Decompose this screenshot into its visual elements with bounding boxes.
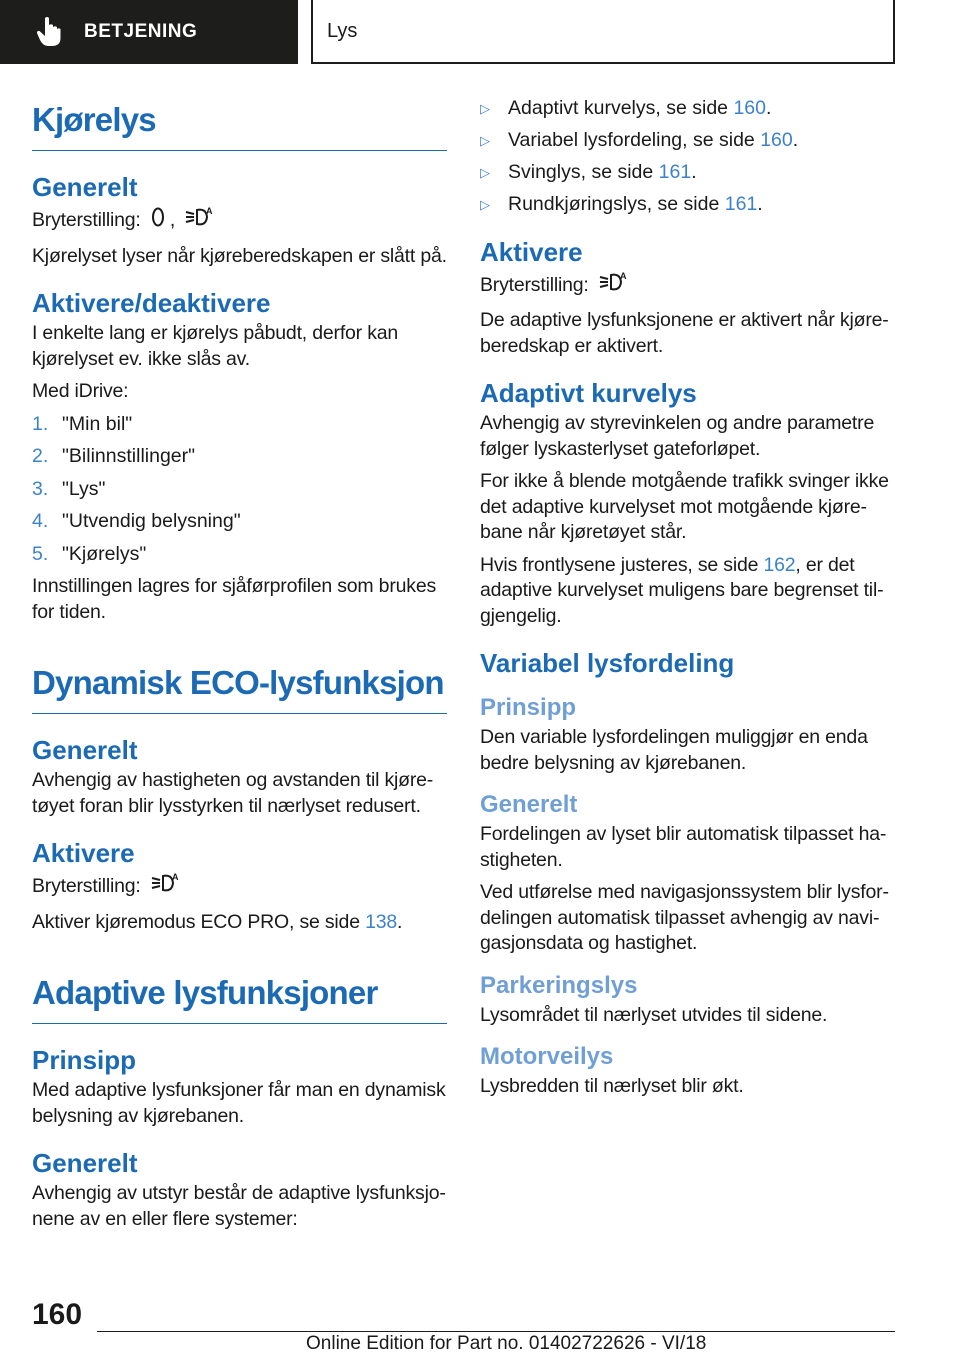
heading-generelt: Generelt [32, 1148, 138, 1178]
right-column [480, 96, 890, 1107]
triangle-bullet-icon: ▷ [480, 101, 490, 116]
left-column [32, 96, 447, 1239]
hand-pointer-icon [36, 15, 66, 49]
svg-text:A: A [206, 206, 213, 216]
heading-variabel-lysfordeling: Variabel lysfordeling [480, 648, 735, 678]
paragraph: Avhengig av hastigheten og avstanden til kjøretøyet foran blir lysstyrken til nærlyset redusert. [32, 769, 434, 817]
list-item: ▷ Rundkjøringslys, se side 161. [480, 192, 890, 218]
svg-text:A: A [171, 872, 179, 882]
paragraph: Avhengig av styrevinkelen og andre parametre følger lyskasterlyset gateforløpet. [480, 412, 875, 460]
edition-note: Online Edition for Part no. 01402722626 - VI/18 [306, 1333, 707, 1354]
page-link[interactable]: 160 [760, 129, 793, 151]
triangle-bullet-icon: ▷ [480, 165, 490, 180]
page-link[interactable]: 160 [733, 97, 766, 119]
section-tab[interactable] [0, 0, 298, 64]
heading-prinsipp: Prinsipp [32, 1045, 137, 1075]
list-item: 4. "Utvendig belysning" [32, 510, 241, 532]
switch-position-line: Bryterstilling: A [480, 270, 890, 302]
page-link[interactable]: 162 [763, 553, 796, 576]
list-item: 5. "Kjørelys" [32, 542, 147, 565]
triangle-bullet-icon: ▷ [480, 133, 490, 148]
heading-generelt: Generelt [32, 172, 138, 202]
heading-generelt: Generelt [32, 735, 138, 765]
switch-position-line: Bryterstilling: , A [32, 205, 447, 237]
page-number: 160 [32, 1298, 83, 1331]
heading-adaptivt-kurvelys: Adaptivt kurvelys [480, 378, 697, 408]
paragraph: Avhengig av utstyr består de adaptive lysfunksjonene av en eller flere systemer: [32, 1182, 446, 1230]
list-item: ▷ Svinglys, se side 161. [480, 160, 890, 186]
heading-aktivere: Aktivere [32, 838, 135, 868]
paragraph: For ikke å blende motgående trafikk svinger ikke det adaptive kurvelyset mot motgående kjørebane når kjøretøyet står. [480, 470, 889, 543]
auto-headlight-icon [184, 205, 214, 237]
chapter-header [311, 0, 895, 64]
switch-position-line: Bryterstilling: A [32, 871, 447, 903]
paragraph: Lysområdet til nærlyset utvides til sidene. [480, 1003, 828, 1026]
heading-aktivere-deaktivere: Aktivere/deaktivere [32, 288, 271, 318]
list-item: ▷ Variabel lysfordeling, se side 160. [480, 128, 890, 154]
subheading-motorveilys: Motorveilys [480, 1043, 614, 1070]
paragraph: Den variable lysfordelingen muliggjør en enda bedre belysning av kjørebanen. [480, 726, 868, 774]
page-link[interactable]: 161 [724, 193, 758, 215]
subheading-parkeringslys: Parkeringslys [480, 971, 638, 999]
list-item: 1. "Min bil" [32, 412, 133, 435]
footer-divider [97, 1331, 895, 1332]
paragraph: Ved utførelse med navigasjonssystem blir lysfordelingen automatisk tilpasset avhengig av navigasjonsdata og hastighet. [480, 881, 889, 954]
heading-eco: Dynamisk ECO-lysfunksjon [32, 659, 447, 714]
list-item: ▷ Adaptivt kurvelys, se side 160. [480, 96, 890, 122]
heading-kjorelys: Kjørelys [32, 96, 447, 151]
paragraph: Fordelingen av lyset blir automatisk tilpasset hastigheten. [480, 823, 887, 871]
list-item: 2. "Bilinnstillinger" [32, 445, 196, 467]
svg-text:A: A [619, 270, 627, 281]
page-link[interactable]: 161 [658, 161, 692, 183]
paragraph: Kjørelyset lyser når kjøreberedskapen er slått på. [32, 244, 447, 267]
idrive-steps [32, 412, 447, 568]
paragraph: Innstillingen lagres for sjåførprofilen som brukes for tiden. [32, 575, 437, 623]
paragraph: Hvis frontlysene justeres, se side 162, er det adaptive kurvelyset muligens bare begrenset tilgjengelig. [480, 553, 884, 627]
paragraph: Lysbredden til nærlyset blir økt. [480, 1075, 744, 1097]
section-label: BETJENING [84, 21, 198, 42]
triangle-bullet-icon: ▷ [480, 197, 490, 212]
switch-zero-icon [150, 206, 166, 236]
subheading-generelt: Generelt [480, 791, 578, 818]
chapter-label: Lys [327, 19, 358, 42]
subheading-prinsipp: Prinsipp [480, 694, 577, 721]
page-link[interactable]: 138 [365, 910, 397, 933]
list-item: 3. "Lys" [32, 477, 106, 500]
paragraph: Med iDrive: [32, 380, 129, 402]
heading-aktivere: Aktivere [480, 236, 583, 267]
heading-adaptive: Adaptive lysfunksjoner [32, 969, 447, 1024]
paragraph: Aktiver kjøremodus ECO PRO, se side 138. [32, 910, 403, 933]
auto-headlight-icon [598, 270, 628, 302]
paragraph: De adaptive lysfunksjonene er aktivert når kjøreberedskap er aktivert. [480, 309, 889, 357]
paragraph: Med adaptive lysfunksjoner får man en dynamisk belysning av kjørebanen. [32, 1079, 446, 1127]
paragraph: I enkelte lang er kjørelys påbudt, derfor kan kjørelyset ev. ikke slås av. [32, 322, 399, 370]
systems-list [480, 96, 890, 218]
auto-headlight-icon [150, 871, 180, 903]
